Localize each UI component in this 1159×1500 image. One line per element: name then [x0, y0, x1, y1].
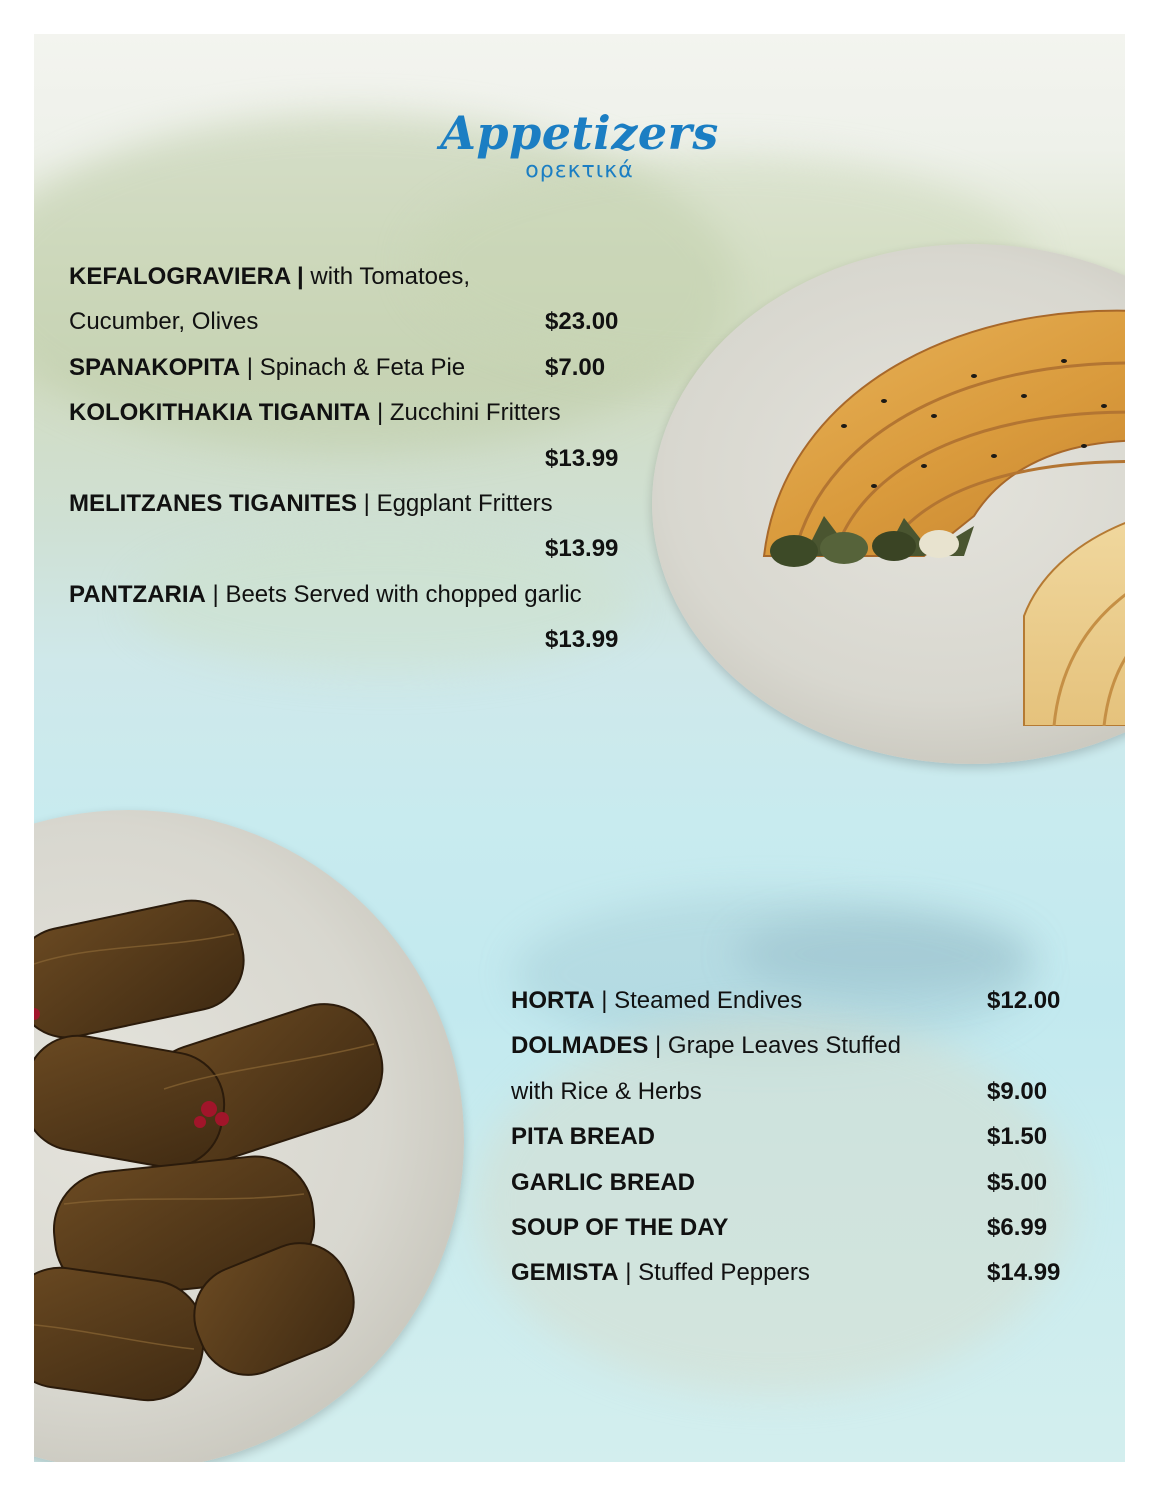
menu-item-spanakopita	[69, 345, 669, 390]
menu-item-kolokithakia-price-row	[69, 436, 669, 481]
menu-item-price: $12.00	[987, 987, 1061, 1014]
spanakopita-image	[724, 256, 1125, 726]
menu-item-separator: |	[648, 1032, 668, 1060]
menu-item-separator: |	[240, 353, 260, 381]
menu-item-price: $7.00	[545, 353, 606, 381]
menu-item-separator: |	[618, 1259, 639, 1287]
menu-item-garlic-bread	[511, 1160, 1111, 1205]
menu-item-gemista	[511, 1250, 1111, 1295]
menu-item-name: HORTA	[511, 987, 595, 1014]
menu-item-name: SPANAKOPITA	[69, 353, 241, 381]
menu-header	[34, 104, 1125, 184]
menu-item-price: $9.00	[987, 1077, 1048, 1105]
menu-item-price: $14.99	[987, 1259, 1061, 1287]
menu-item-price: $13.99	[545, 444, 619, 472]
menu-item-description: with Tomatoes,	[303, 263, 471, 290]
menu-item-name: MELITZANES TIGANITES	[69, 489, 357, 517]
menu-item-horta	[511, 978, 1111, 1023]
menu-item-price: $5.00	[987, 1168, 1048, 1196]
menu-item-description: with Rice & Herbs	[511, 1077, 702, 1105]
menu-item-name: SOUP OF THE DAY	[511, 1213, 729, 1241]
menu-item-kefalograviera-continued	[69, 299, 669, 344]
menu-item-separator: |	[594, 987, 615, 1014]
menu-item-description: Steamed Endives	[614, 987, 803, 1014]
menu-item-soup-of-the-day	[511, 1205, 1111, 1250]
menu-item-dolmades	[511, 1023, 1111, 1068]
menu-item-price: $23.00	[545, 308, 619, 336]
page-subtitle-greek: ορεκτικά	[525, 158, 634, 183]
menu-item-separator: |	[357, 489, 377, 517]
menu-item-pantzaria	[69, 572, 669, 617]
dolmades-image	[34, 874, 424, 1414]
menu-item-description: Spinach & Feta Pie	[259, 353, 466, 381]
menu-item-description: Beets Served with chopped garlic	[225, 580, 582, 608]
menu-item-price: $13.99	[545, 626, 619, 654]
menu-item-dolmades-continued	[511, 1069, 1111, 1114]
menu-item-pantzaria-price-row	[69, 617, 669, 662]
menu-item-description: Cucumber, Olives	[69, 308, 259, 336]
menu-item-description: Grape Leaves Stuffed	[667, 1032, 901, 1060]
menu-item-separator: |	[370, 399, 390, 427]
page-title: Appetizers	[440, 106, 719, 160]
menu-item-price: $13.99	[545, 535, 619, 563]
menu-page	[34, 34, 1125, 1462]
menu-item-kolokithakia	[69, 390, 669, 435]
menu-item-pita-bread	[511, 1114, 1111, 1159]
menu-item-kefalograviera	[69, 254, 669, 299]
menu-item-name: DOLMADES	[511, 1032, 649, 1060]
menu-item-description: Stuffed Peppers	[638, 1259, 810, 1287]
menu-list-top	[69, 254, 669, 663]
menu-item-name: GARLIC BREAD	[511, 1168, 695, 1196]
menu-item-name: KEFALOGRAVIERA |	[69, 263, 304, 290]
menu-item-name: GEMISTA	[511, 1259, 619, 1287]
menu-list-bottom	[511, 978, 1111, 1296]
menu-item-description: Eggplant Fritters	[376, 489, 553, 517]
menu-item-melitzanes-price-row	[69, 526, 669, 571]
menu-item-name: PANTZARIA	[69, 580, 206, 608]
menu-item-description: Zucchini Fritters	[389, 399, 561, 427]
menu-item-price: $1.50	[987, 1123, 1048, 1151]
menu-item-price: $6.99	[987, 1213, 1048, 1241]
menu-item-name: PITA BREAD	[511, 1123, 655, 1151]
menu-item-name: KOLOKITHAKIA TIGANITA	[69, 399, 371, 427]
menu-item-separator: |	[205, 580, 226, 608]
menu-item-melitzanes	[69, 481, 669, 526]
